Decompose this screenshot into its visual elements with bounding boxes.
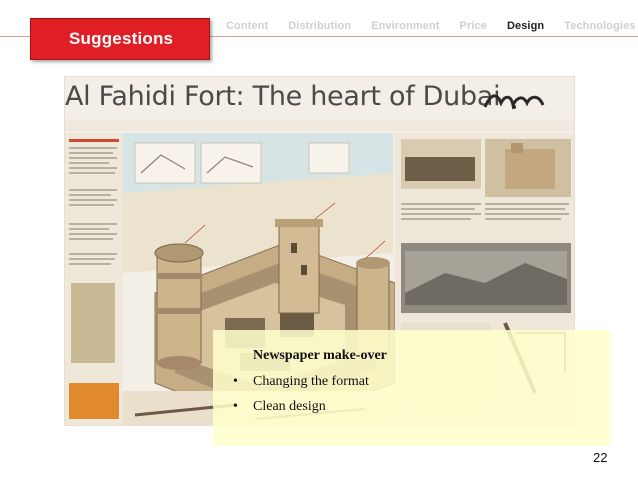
callout-item: [233, 374, 611, 390]
section-badge-label: Suggestions: [69, 29, 174, 48]
tab-technologies[interactable]: Technologies: [564, 20, 636, 32]
tab-price[interactable]: Price: [459, 20, 487, 32]
section-badge: [30, 18, 210, 60]
callout-item-text: Clean design: [253, 399, 326, 414]
callout-item: [233, 399, 611, 415]
spread-headline: Al Fahidi Fort: The heart of Dubai: [65, 81, 501, 112]
page-number: 22: [593, 450, 608, 465]
callout-box: [213, 330, 611, 446]
tab-design[interactable]: Design: [506, 20, 545, 32]
bullet-icon: •: [233, 374, 238, 389]
bullet-icon: •: [233, 399, 238, 414]
callout-title: Newspaper make-over: [253, 348, 387, 363]
section-nav: [226, 20, 638, 32]
tab-environment[interactable]: Environment: [371, 20, 440, 32]
tab-distribution[interactable]: Distribution: [288, 20, 352, 32]
spread-subheading-strip: [65, 121, 575, 131]
newspaper-logo-icon: [483, 91, 545, 111]
callout-item-text: Changing the format: [253, 374, 369, 389]
tab-content[interactable]: Content: [226, 20, 269, 32]
